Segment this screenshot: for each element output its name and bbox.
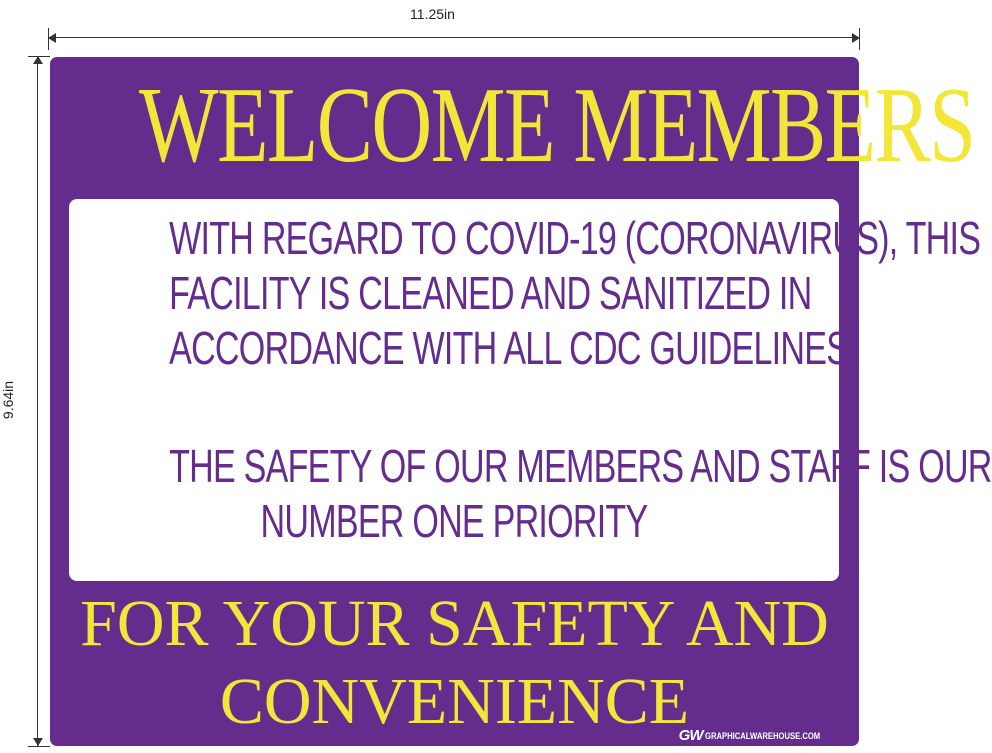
sign-board — [50, 57, 992, 746]
sign-footer — [50, 585, 859, 741]
cleaning-line: WITH REGARD TO COVID-19 (CORONAVIRUS), THIS — [169, 212, 981, 264]
priority-line: THE SAFETY OF OUR MEMBERS AND STAFF IS OUR — [169, 440, 992, 492]
height-dimension-tick-bottom — [28, 746, 50, 747]
height-dimension-label: 9.64in — [0, 380, 16, 420]
priority-line: NUMBER ONE PRIORITY — [260, 495, 648, 547]
width-dimension-label: 11.25in — [410, 6, 455, 22]
footer-line: CONVENIENCE — [219, 665, 690, 738]
cleaning-line: FACILITY IS CLEANED AND SANITIZED IN — [169, 267, 812, 319]
width-dimension-line — [48, 37, 860, 38]
priority-paragraph — [69, 439, 992, 549]
brand-text: GRAPHICALWAREHOUSE.COM — [705, 730, 821, 741]
sign-headline: WELCOME MEMBERS — [138, 66, 975, 185]
height-dimension-line — [37, 56, 38, 746]
message-panel — [69, 199, 992, 581]
cleaning-line: ACCORDANCE WITH ALL CDC GUIDELINES — [169, 322, 849, 374]
brand-mark-icon: GW — [678, 727, 703, 744]
brand-logo — [679, 727, 841, 744]
cleaning-paragraph — [69, 211, 981, 376]
footer-line: FOR YOUR SAFETY AND — [80, 587, 829, 660]
